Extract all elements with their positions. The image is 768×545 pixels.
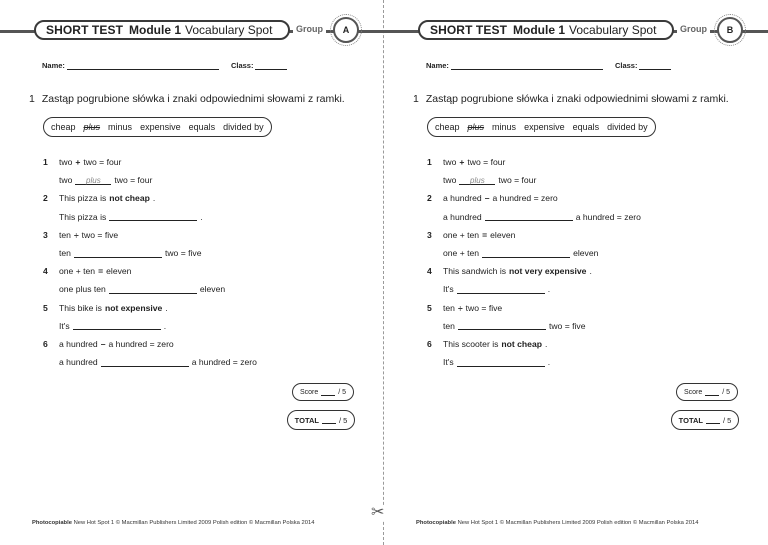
example-answer: plus <box>459 176 495 185</box>
answer-text-end: eleven <box>573 248 599 259</box>
question-text: ten <box>443 302 455 313</box>
score-max: / 5 <box>338 388 347 396</box>
group-badge <box>717 17 743 43</box>
class-label: Class: <box>614 61 638 70</box>
word-box-item: divided by <box>223 122 264 132</box>
answer-text-end: . <box>163 320 167 331</box>
answer-text-end: . <box>547 284 551 295</box>
answer-blank[interactable] <box>485 212 573 221</box>
total-field[interactable] <box>706 416 720 424</box>
bold-target: ÷ <box>457 302 463 313</box>
class-label: Class: <box>230 61 254 70</box>
question-text-end: two = four <box>467 157 506 168</box>
answer-blank[interactable] <box>482 249 570 258</box>
question-text: This pizza is <box>59 193 107 204</box>
question-text: This bike is <box>59 302 102 313</box>
name-label: Name: <box>426 61 449 70</box>
footer-text: New Hot Spot 1 © Macmillan Publishers Limited 2009 Polish edition © Macmillan Polska 2014 <box>457 520 699 526</box>
footer-bold: Photocopiable <box>416 520 456 526</box>
total-field[interactable] <box>322 416 336 424</box>
instruction-text: Zastąp pogrubione słówka i znaki odpowiednimi słowami z ramki. <box>425 93 729 105</box>
word-box-item-used: plus <box>83 122 101 132</box>
score-box <box>292 383 354 401</box>
test-subtitle: Vocabulary Spot <box>185 23 273 37</box>
question-line <box>43 262 363 280</box>
answer-text-end: . <box>200 211 203 222</box>
question-text-end: two = five <box>465 302 503 313</box>
name-class-row <box>42 61 287 70</box>
question-line <box>427 153 747 171</box>
answer-blank[interactable] <box>109 212 197 221</box>
word-box-item: equals <box>188 122 216 132</box>
bold-target: + <box>75 157 81 168</box>
question-line <box>427 226 747 244</box>
footer-credit <box>32 520 314 526</box>
group-label: Group <box>293 24 326 34</box>
question-number: 2 <box>43 193 48 204</box>
word-box-item: equals <box>572 122 600 132</box>
score-label: Score <box>299 388 319 396</box>
name-class-row <box>426 61 671 70</box>
question-line <box>427 262 747 280</box>
question-number: 3 <box>43 229 48 240</box>
answer-text: one + ten <box>443 248 480 259</box>
question-text-end: . <box>152 193 156 204</box>
answer-blank[interactable] <box>101 358 189 367</box>
question-number: 6 <box>427 338 432 349</box>
question-text-end: a hundred = zero <box>492 193 558 204</box>
question-line <box>43 226 363 244</box>
answer-text: It's <box>443 357 454 368</box>
bold-target: not cheap <box>109 193 150 204</box>
answer-text-end: two = four <box>114 175 153 186</box>
question-number: 3 <box>427 229 432 240</box>
bold-target: not cheap <box>501 338 542 349</box>
answer-text: two <box>59 175 73 186</box>
question-text-end: . <box>545 338 548 349</box>
bold-target: ÷ <box>73 229 79 240</box>
answer-line <box>427 280 747 298</box>
total-label: TOTAL <box>294 415 319 425</box>
answer-line <box>43 280 363 298</box>
total-max: / 5 <box>722 415 732 425</box>
question-line <box>427 299 747 317</box>
class-field[interactable] <box>255 62 287 70</box>
answer-text-end: two = five <box>548 320 586 331</box>
answer-text: one plus ten <box>59 284 106 295</box>
question-text-end: a hundred = zero <box>108 338 174 349</box>
word-box-item: cheap <box>435 122 460 132</box>
answer-blank[interactable] <box>458 321 546 330</box>
question-number: 4 <box>427 266 432 277</box>
test-subtitle: Vocabulary Spot <box>569 23 657 37</box>
answer-line <box>43 171 363 189</box>
score-field[interactable] <box>321 388 335 396</box>
name-field[interactable] <box>67 62 219 70</box>
module-label: Module 1 <box>513 23 566 37</box>
question-line <box>427 335 747 353</box>
answer-line <box>427 171 747 189</box>
word-box-item: minus <box>108 122 133 132</box>
header-banner <box>418 20 674 40</box>
answer-blank[interactable] <box>457 358 545 367</box>
answer-text: a hundred <box>59 357 98 368</box>
group-label: Group <box>677 24 710 34</box>
answer-line <box>427 244 747 262</box>
bold-target: – <box>484 193 490 204</box>
name-label: Name: <box>42 61 65 70</box>
score-label: Score <box>683 388 703 396</box>
answer-text: ten <box>59 248 71 259</box>
total-label: TOTAL <box>678 415 703 425</box>
module-label: Module 1 <box>129 23 182 37</box>
question-text: one + ten <box>443 229 480 240</box>
score-max: / 5 <box>722 388 731 396</box>
question-text: a hundred <box>59 338 98 349</box>
question-number: 4 <box>43 266 48 277</box>
answer-text: It's <box>443 284 454 295</box>
answer-text: It's <box>59 320 70 331</box>
word-box-item: divided by <box>607 122 648 132</box>
footer-credit <box>416 520 698 526</box>
footer-bold: Photocopiable <box>32 520 72 526</box>
group-letter: B <box>726 25 734 35</box>
answer-text-end: . <box>547 357 551 368</box>
name-field[interactable] <box>451 62 603 70</box>
question-number: 5 <box>43 302 48 313</box>
question-text-end: eleven <box>106 266 132 277</box>
answer-line <box>427 317 747 335</box>
question-text-end: two = five <box>81 229 119 240</box>
answer-text: ten <box>443 320 455 331</box>
question-line <box>43 189 363 207</box>
answer-blank[interactable] <box>109 285 197 294</box>
exercise-instruction <box>413 93 729 105</box>
class-field[interactable] <box>639 62 671 70</box>
answer-text-end: two = five <box>164 248 202 259</box>
scissors-icon: ✂ <box>371 504 385 521</box>
answer-text-end: a hundred = zero <box>575 211 641 222</box>
word-box-item: cheap <box>51 122 76 132</box>
question-text: two <box>443 157 457 168</box>
question-text-end: two = four <box>83 157 122 168</box>
answer-text-end: a hundred = zero <box>191 357 257 368</box>
word-box-item: minus <box>492 122 517 132</box>
question-number: 6 <box>43 338 48 349</box>
answer-line <box>43 244 363 262</box>
question-number: 1 <box>427 157 432 168</box>
word-box-item: expensive <box>524 122 565 132</box>
answer-text: This pizza is <box>59 211 107 222</box>
question-line <box>427 189 747 207</box>
question-line <box>43 153 363 171</box>
answer-line <box>43 208 363 226</box>
bold-target: not expensive <box>104 302 163 313</box>
exercise-items <box>43 153 363 371</box>
word-box-item-used: plus <box>467 122 485 132</box>
question-text: a hundred <box>443 193 482 204</box>
question-number: 1 <box>43 157 48 168</box>
question-text: one + ten <box>59 266 96 277</box>
question-text: ten <box>59 229 71 240</box>
total-box <box>287 410 355 430</box>
test-title: SHORT TEST <box>46 23 124 37</box>
question-text: two <box>59 157 73 168</box>
total-box <box>671 410 739 430</box>
answer-blank[interactable] <box>457 285 545 294</box>
score-box <box>676 383 738 401</box>
question-text-end: . <box>165 302 168 313</box>
exercise-number: 1 <box>413 93 419 105</box>
question-line <box>43 299 363 317</box>
group-badge <box>333 17 359 43</box>
exercise-number: 1 <box>29 93 35 105</box>
word-box <box>427 117 656 137</box>
question-line <box>43 335 363 353</box>
total-max: / 5 <box>338 415 348 425</box>
answer-line <box>427 208 747 226</box>
answer-text: two <box>443 175 457 186</box>
example-answer: plus <box>75 176 111 185</box>
question-number: 2 <box>427 193 432 204</box>
question-number: 5 <box>427 302 432 313</box>
bold-target: – <box>100 338 106 349</box>
bold-target: not very expensive <box>509 266 587 277</box>
footer-text: New Hot Spot 1 © Macmillan Publishers Limited 2009 Polish edition © Macmillan Polska 2014 <box>73 520 315 526</box>
score-field[interactable] <box>705 388 719 396</box>
header-banner <box>34 20 290 40</box>
question-text-end: eleven <box>490 229 516 240</box>
question-text-end: . <box>589 266 592 277</box>
answer-text: a hundred <box>443 211 482 222</box>
test-sheet-group-b <box>384 0 768 545</box>
answer-blank[interactable] <box>74 249 162 258</box>
word-box <box>43 117 272 137</box>
bold-target: = <box>98 266 104 277</box>
answer-text-end: two = four <box>498 175 537 186</box>
instruction-text: Zastąp pogrubione słówka i znaki odpowiednimi słowami z ramki. <box>41 93 345 105</box>
bold-target: = <box>482 229 488 240</box>
bold-target: + <box>459 157 465 168</box>
answer-text-end: eleven <box>199 284 226 295</box>
question-text: This scooter is <box>443 338 499 349</box>
question-text: This sandwich is <box>443 266 507 277</box>
word-box-item: expensive <box>140 122 181 132</box>
exercise-items <box>427 153 747 371</box>
test-title: SHORT TEST <box>430 23 508 37</box>
answer-line <box>43 317 363 335</box>
answer-blank[interactable] <box>73 321 161 330</box>
group-letter: A <box>342 25 350 35</box>
exercise-instruction <box>29 93 345 105</box>
answer-line <box>43 353 363 371</box>
answer-line <box>427 353 747 371</box>
